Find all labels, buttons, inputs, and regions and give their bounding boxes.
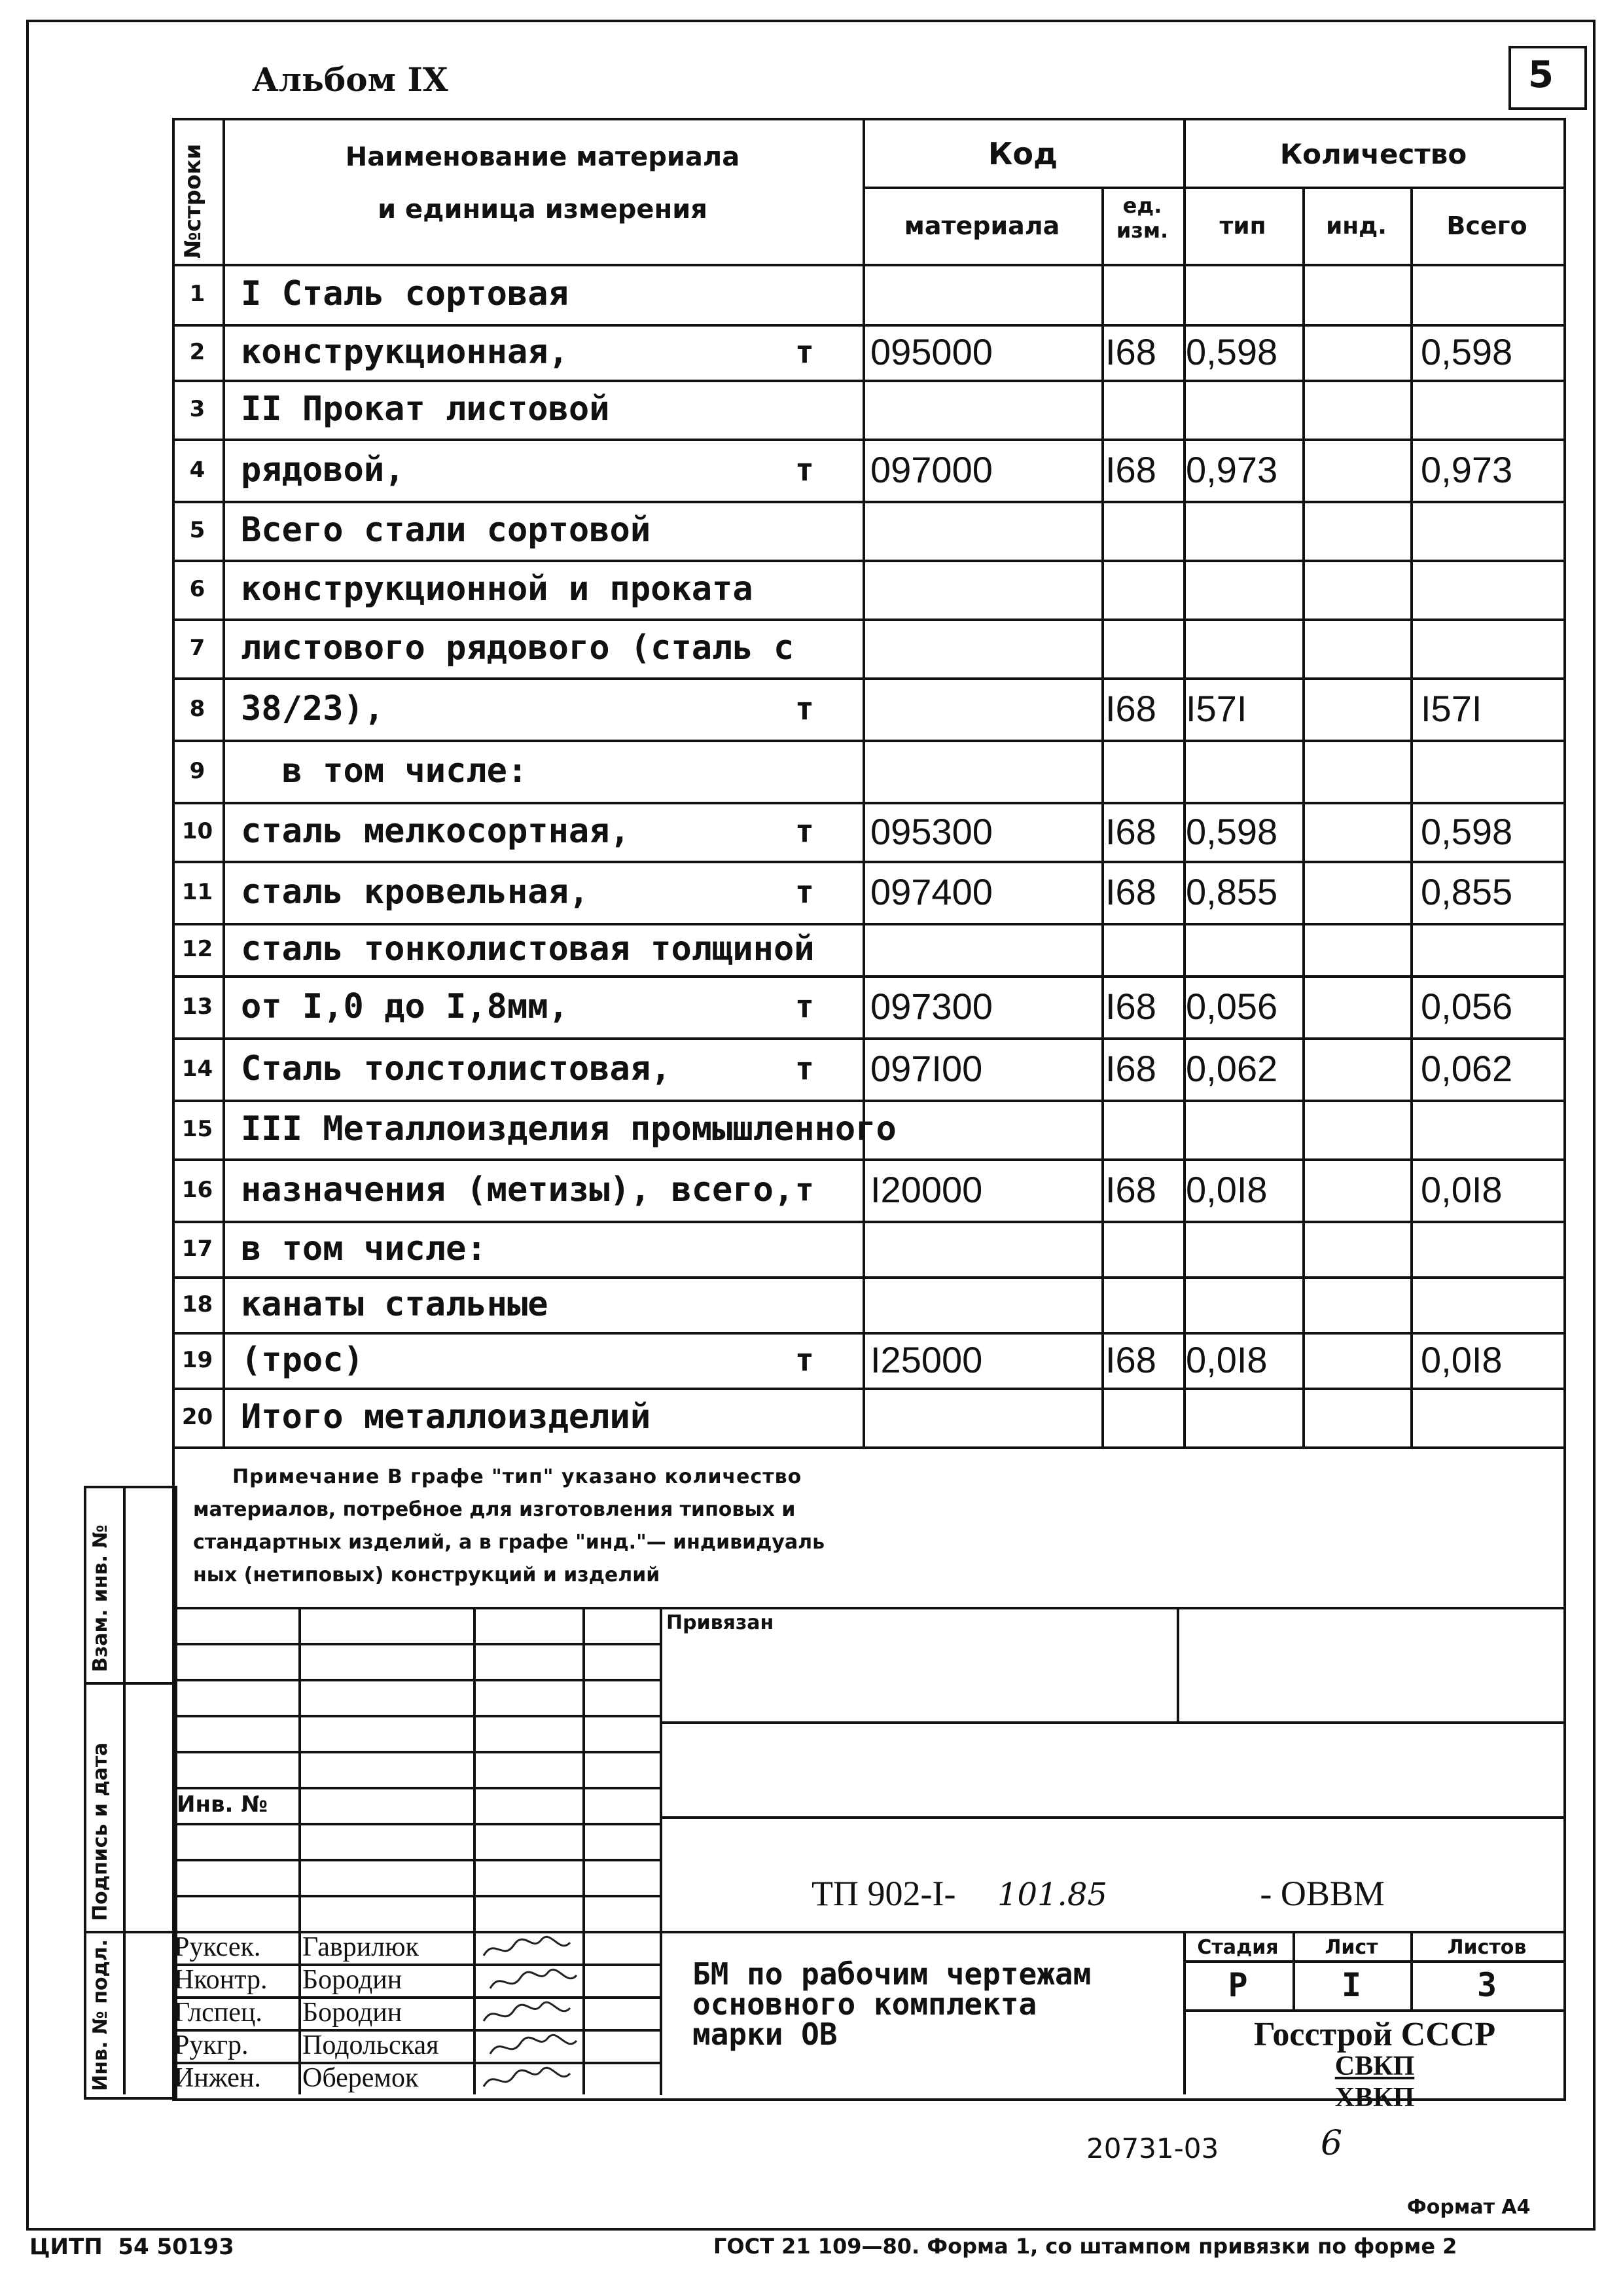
row-total: 0,598 [1421,331,1513,372]
row-ind [1302,560,1410,619]
row-number: 5 [189,517,205,543]
handwritten-number: 6 [1321,2124,1343,2163]
row-ed [1101,923,1179,975]
stamp-grid-h6 [172,1823,660,1825]
row-total: 0,056 [1421,986,1513,1027]
row-total: 0,0I8 [1421,1169,1503,1210]
row-ind [1302,619,1410,677]
signatory-column-line [298,1931,301,2094]
row-ind [1302,324,1410,380]
row-total [1410,1276,1566,1332]
row-unit: т [795,690,814,727]
row-tip [1183,619,1297,677]
row-ind [1302,740,1410,802]
row-tip: 0,973 [1186,449,1278,490]
row-ed [1101,1276,1179,1332]
row-unit [795,264,841,324]
row-tip: 0,598 [1186,810,1278,852]
row-tip: 0,855 [1186,871,1278,912]
row-unit [795,1221,841,1276]
header-total: Всего [1446,211,1527,240]
header-ind: инд. [1326,212,1387,240]
signatory-role: Инжен. [174,2063,261,2093]
row-ed: I68 [1105,688,1156,729]
row-ed: I68 [1105,1169,1156,1210]
row-name: листового рядового (сталь с [241,628,794,668]
row-ed [1101,1388,1179,1446]
row-ind [1302,861,1410,923]
row-number: 18 [181,1291,213,1318]
row-ed [1101,264,1179,324]
signatory-column-line [473,1931,476,2094]
signatory-name: Гаврилюк [302,1932,419,1962]
row-unit: т [795,451,814,488]
row-ed: I68 [1105,871,1156,912]
signatory-role: Рукгр. [174,2030,249,2060]
signatory-role: Нконтр. [174,1965,268,1995]
row-total [1410,264,1566,324]
row-ed [1101,1221,1179,1276]
side-stamp-line2 [84,1931,172,1933]
stamp-grid-v2 [473,1607,476,1934]
row-total: 0,855 [1421,871,1513,912]
row-tip [1183,1388,1297,1446]
stamp-grid-h10 [660,1721,1563,1724]
row-unit: т [795,988,814,1025]
row-tip [1183,1276,1297,1332]
description [692,1956,1092,2052]
signatory-role: Глспец. [174,1998,262,2028]
row-name: 38/23), [241,689,385,728]
row-ind [1302,501,1410,560]
signature-icon [481,1998,573,2029]
sheets-label: Листов [1447,1935,1527,1959]
stamp-grid-h7 [172,1859,660,1861]
stamp-grid-h5 [172,1787,660,1789]
row-ind [1302,1158,1410,1221]
row-total: 0,0I8 [1421,1339,1503,1380]
stamp-grid-h1 [172,1643,660,1645]
row-tip [1183,1100,1297,1158]
row-ed: I68 [1105,1339,1156,1380]
row-number: 12 [181,936,213,962]
doc-code [812,1873,1385,1914]
row-ind [1302,1332,1410,1388]
row-tip [1183,1221,1297,1276]
row-total [1410,1221,1566,1276]
row-number: 1 [189,281,205,307]
row-tip [1183,501,1297,560]
publisher: ЦИТП 54 50193 [29,2234,234,2260]
note [193,1461,1541,1592]
row-unit [795,740,841,802]
page-number: 5 [1528,54,1554,96]
row-total [1410,380,1566,439]
description-line2: основного комплекта [692,1986,1037,2022]
row-name: рядовой, [241,450,405,490]
row-ed: I68 [1105,810,1156,852]
header-unit-line2: изм. [1116,218,1169,243]
stage-label: Стадия [1197,1935,1279,1959]
header-unit [1101,193,1183,243]
row-ind [1302,1276,1410,1332]
organization [1186,2016,1563,2113]
row-ed [1101,501,1179,560]
row-total [1410,501,1566,560]
row-ind [1302,1037,1410,1100]
row-ind [1302,1100,1410,1158]
note-line3: стандартных изделий, а в графе "инд."— индивидуаль [193,1531,825,1554]
stamp-grid-h3 [172,1715,660,1717]
row-total [1410,560,1566,619]
row-ind [1302,677,1410,740]
description-line3: марки ОВ [692,2017,838,2052]
row-name: конструкционная, [241,332,569,372]
row-ed [1101,560,1179,619]
row-name: II Прокат листовой [241,389,610,429]
row-code: 095000 [870,331,993,372]
row-name: сталь тонколистовая толщиной [241,929,815,969]
row-ind [1302,264,1410,324]
row-number: 15 [181,1116,213,1142]
row-total [1410,923,1566,975]
row-code [863,1276,1101,1332]
row-unit: т [795,1341,814,1378]
row-name: сталь кровельная, [241,872,590,912]
side-label-vzam: Взам. инв. № [89,1524,112,1672]
doc-code-handwritten: 101.85 [997,1876,1107,1913]
bound-label: Привязан [666,1611,774,1634]
inv-label: Инв. № [177,1791,268,1818]
row-code: 097000 [870,449,993,490]
row-name: в том числе: [241,1229,487,1268]
row-ind [1302,923,1410,975]
note-bottom-line [172,1607,1563,1609]
row-tip [1183,740,1297,802]
row-unit [795,1276,841,1332]
row-total: 0,062 [1421,1048,1513,1089]
header-unit-line1: ед. [1122,193,1162,218]
row-number: 8 [189,695,205,722]
row-ed: I68 [1105,986,1156,1027]
format-label: Формат А4 [1407,2196,1531,2219]
row-number: 7 [189,635,205,661]
row-unit [795,1388,841,1446]
row-number: 16 [181,1176,213,1203]
side-stamp-divider [123,1486,126,2094]
row-unit [795,1100,841,1158]
row-code [863,1388,1101,1446]
stage-value: Р [1228,1966,1248,2004]
row-ind [1302,1388,1410,1446]
row-unit [795,501,841,560]
row-number: 3 [189,396,205,422]
signature-icon [488,1965,579,1996]
row-ed [1101,1100,1179,1158]
stamp-grid-v5 [1177,1607,1179,1721]
stamp-grid-h2 [172,1679,660,1681]
signatory-name: Бородин [302,1998,402,2028]
note-line1: Примечание В графе "тип" указано количество [232,1465,802,1488]
row-code: I25000 [870,1339,983,1380]
row-total: 0,598 [1421,810,1513,852]
row-name: канаты стальные [241,1284,548,1324]
row-code: 097300 [870,986,993,1027]
row-number: 9 [189,757,205,784]
header-name-line2: и единица измерения [378,194,707,224]
row-code [863,501,1101,560]
row-name: в том числе: [241,751,528,791]
row-tip: 0,598 [1186,331,1278,372]
row-name: Всего стали сортовой [241,511,651,550]
row-ed [1101,619,1179,677]
row-number: 4 [189,456,205,483]
signature-icon [481,2063,573,2094]
signatory-name: Оберемок [302,2063,419,2093]
row-unit: т [795,333,814,370]
signatory-name: Бородин [302,1965,402,1995]
row-number: 20 [181,1404,213,1430]
org-line2: СВКП [1334,2051,1415,2081]
row-total [1410,1100,1566,1158]
side-stamp-line1 [84,1682,172,1685]
row-tip [1183,923,1297,975]
row-number: 6 [189,576,205,602]
row-name: (трос) [241,1340,364,1380]
row-number: 17 [181,1235,213,1262]
side-label-podpis: Подпись и дата [89,1742,112,1921]
row-unit [795,380,841,439]
stamp-grid-v4 [660,1607,662,2095]
header-code: Код [988,136,1058,171]
stamp-grid-h8 [172,1895,660,1897]
row-unit: т [795,1050,814,1087]
row-code: 095300 [870,810,993,852]
signature-icon [488,2030,579,2062]
header-quantity: Количество [1279,137,1467,170]
stamp-grid-h4 [172,1751,660,1753]
album-title: Альбом IX [252,60,448,99]
row-ed: I68 [1105,331,1156,372]
header-mid-line [863,187,1563,189]
doc-code-suffix: - ОВВМ [1260,1874,1385,1913]
row-tip [1183,264,1297,324]
row-tip: 0,056 [1186,986,1278,1027]
row-code [863,264,1101,324]
signatory-role: Руксек. [174,1932,261,1962]
row-name: Сталь толстолистовая, [241,1049,671,1088]
row-code [863,740,1101,802]
row-total [1410,619,1566,677]
row-code [863,619,1101,677]
row-unit [795,619,841,677]
sheet-value: I [1341,1966,1362,2004]
row-code [863,560,1101,619]
row-name: I Сталь сортовая [241,274,569,314]
standard: ГОСТ 21 109—80. Форма 1, со штампом привязки по форме 2 [713,2234,1457,2259]
row-number: 10 [181,818,213,844]
row-name: сталь мелкосортная, [241,812,630,851]
description-line1: БМ по рабочим чертежам [692,1956,1092,1992]
table-bottom-line [172,1446,1563,1449]
row-number: 13 [181,993,213,1020]
row-ind [1302,439,1410,501]
row-unit: т [795,813,814,850]
row-unit [795,560,841,619]
header-row-no: №строки [180,143,206,259]
sheets-value: 3 [1476,1966,1497,2004]
row-ed [1101,380,1179,439]
stamp-grid-v3 [582,1607,585,1934]
row-code [863,923,1101,975]
row-total [1410,740,1566,802]
row-ed: I68 [1105,449,1156,490]
row-name: от I,0 до I,8мм, [241,986,569,1026]
row-ed: I68 [1105,1048,1156,1089]
side-label-inv-podl: Инв. № подл. [89,1939,112,2091]
doc-code-prefix: ТП 902-I- [812,1874,956,1913]
row-name: конструкционной и проката [241,569,753,609]
row-total: 0,973 [1421,449,1513,490]
signatory-name: Подольская [302,2030,439,2060]
row-ind [1302,380,1410,439]
row-code: I20000 [870,1169,983,1210]
row-tip [1183,560,1297,619]
row-unit: т [795,873,814,910]
row-code: 097I00 [870,1048,983,1089]
row-ind [1302,802,1410,861]
row-ind [1302,1221,1410,1276]
signatory-column-line [582,1931,585,2094]
row-name: III Металлоизделия промышленного [241,1109,897,1149]
row-tip: 0,0I8 [1186,1339,1268,1380]
note-line2: материалов, потребное для изготовления типовых и [193,1498,796,1521]
row-total [1410,1388,1566,1446]
row-number: 11 [181,878,213,905]
row-ind [1302,975,1410,1037]
org-line3: ХВКП [1334,2083,1415,2113]
note-line4: ных (нетиповых) конструкций и изделий [193,1564,660,1587]
header-material: материала [904,211,1060,240]
signature-icon [481,1932,573,1964]
row-code [863,1221,1101,1276]
row-tip [1183,380,1297,439]
row-number: 14 [181,1055,213,1082]
sheet-label: Лист [1325,1935,1378,1959]
archive-number: 20731-03 [1086,2132,1219,2164]
row-number: 19 [181,1346,213,1373]
row-number: 2 [189,338,205,365]
row-name: Итого металлоизделий [241,1397,651,1437]
stamp-grid-h11 [660,1816,1563,1819]
row-tip: I57I [1186,688,1247,729]
row-unit: т [795,1171,814,1208]
row-code: 097400 [870,871,993,912]
header-type: тип [1219,212,1266,240]
row-code [863,380,1101,439]
row-tip: 0,0I8 [1186,1169,1268,1210]
stamp-grid-v1 [298,1607,301,1934]
row-ed [1101,740,1179,802]
row-code [863,677,1101,740]
stage-block-h2 [1183,2009,1563,2012]
row-unit [795,923,841,975]
row-code [863,1100,1101,1158]
header-name-line1: Наименование материала [345,142,740,172]
row-tip: 0,062 [1186,1048,1278,1089]
row-total: I57I [1421,688,1482,729]
org-line1: Госстрой СССР [1253,2016,1496,2053]
row-name: назначения (метизы), всего, [241,1170,794,1210]
